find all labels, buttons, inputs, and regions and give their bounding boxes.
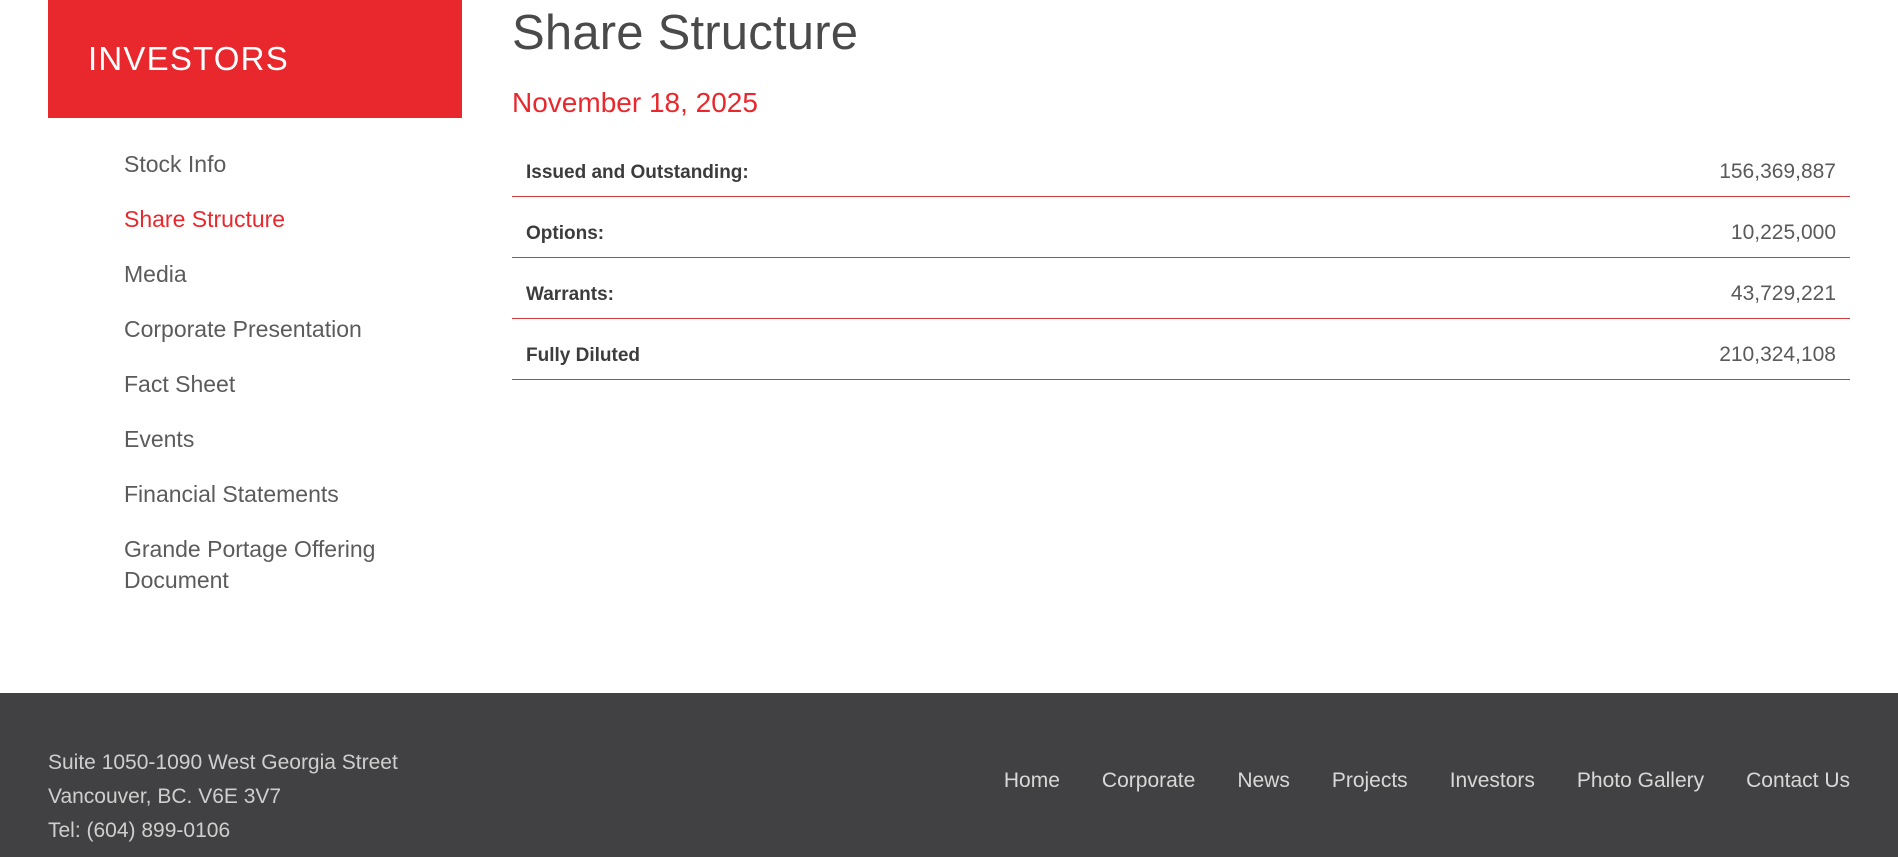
sidebar-item-stock-info[interactable]: Stock Info xyxy=(124,151,227,177)
share-structure-table xyxy=(512,160,1850,380)
row-value-issued-and-outstanding: 156,369,887 xyxy=(1719,160,1836,183)
footer-link-corporate[interactable]: Corporate xyxy=(1101,769,1196,792)
footer-link-projects[interactable]: Projects xyxy=(1331,769,1408,792)
page-title: Share Structure xyxy=(512,6,859,60)
sidebar-header-label: INVESTORS xyxy=(88,40,289,77)
footer-link-photo-gallery[interactable]: Photo Gallery xyxy=(1576,769,1705,792)
row-label-fully-diluted: Fully Diluted xyxy=(526,345,640,366)
footer-link-investors[interactable]: Investors xyxy=(1449,769,1535,792)
table-row xyxy=(512,160,1850,197)
row-label-warrants: Warrants: xyxy=(526,284,614,305)
footer-address-line-3: Tel: (604) 899-0106 xyxy=(48,819,231,842)
row-label-options: Options: xyxy=(526,223,605,244)
row-value-options: 10,225,000 xyxy=(1730,221,1836,244)
footer-link-home[interactable]: Home xyxy=(1003,769,1060,792)
footer-nav xyxy=(1004,769,1850,793)
footer-address-line-1: Suite 1050-1090 West Georgia Street xyxy=(48,751,398,774)
sidebar-item-share-structure[interactable]: Share Structure xyxy=(124,206,286,232)
table-row xyxy=(512,343,1850,380)
sidebar-item-fact-sheet[interactable]: Fact Sheet xyxy=(124,371,236,397)
footer xyxy=(0,693,1898,857)
sidebar-item-corporate-presentation[interactable]: Corporate Presentation xyxy=(124,316,362,342)
footer-link-news[interactable]: News xyxy=(1237,769,1290,792)
footer-address-line-2: Vancouver, BC. V6E 3V7 xyxy=(48,785,282,808)
table-row xyxy=(512,282,1850,319)
row-value-warrants: 43,729,221 xyxy=(1730,282,1836,305)
sidebar xyxy=(48,0,462,620)
main-content xyxy=(512,0,1850,380)
footer-link-contact-us[interactable]: Contact Us xyxy=(1746,769,1850,792)
sidebar-header xyxy=(48,0,462,118)
table-row xyxy=(512,221,1850,258)
sidebar-item-financial-statements[interactable]: Financial Statements xyxy=(124,481,339,507)
page-date: November 18, 2025 xyxy=(512,87,758,118)
row-value-fully-diluted: 210,324,108 xyxy=(1719,343,1836,366)
sidebar-nav xyxy=(48,149,462,596)
sidebar-item-media[interactable]: Media xyxy=(124,261,187,287)
sidebar-item-events[interactable]: Events xyxy=(124,426,195,452)
footer-address xyxy=(48,746,398,848)
sidebar-item-grande-portage-offering-document[interactable]: Grande Portage Offering Document xyxy=(124,536,376,593)
row-label-issued-and-outstanding: Issued and Outstanding: xyxy=(526,162,749,183)
